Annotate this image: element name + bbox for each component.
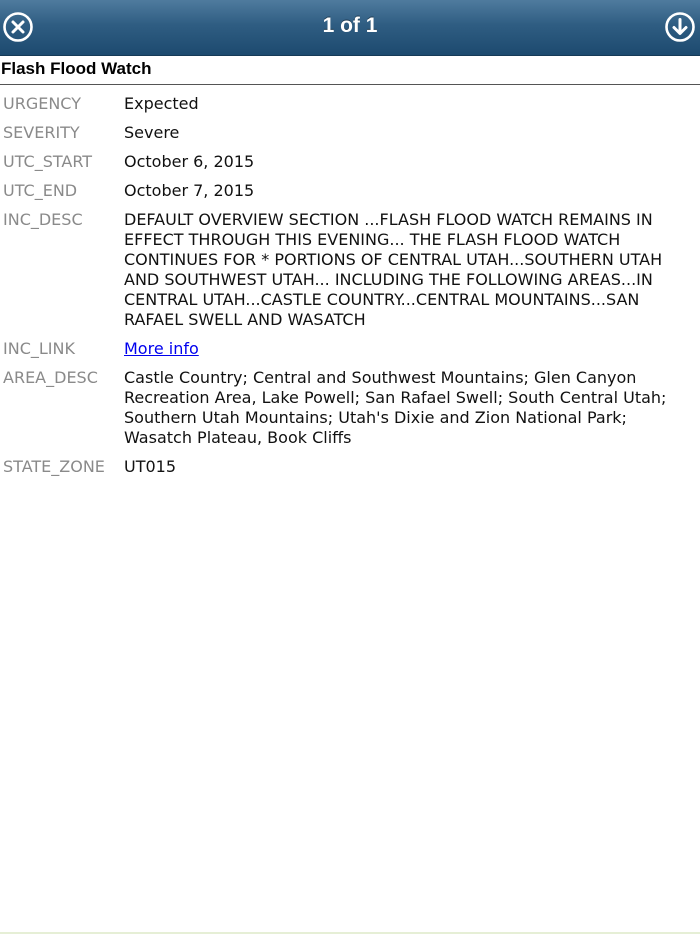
- more-info-link[interactable]: More info: [124, 339, 199, 358]
- attribute-row-area-desc: [0, 368, 700, 448]
- attribute-value: Severe: [124, 123, 180, 142]
- attribute-value: October 6, 2015: [124, 152, 255, 171]
- arrow-down-circle-icon: [664, 11, 696, 43]
- feature-title: Flash Flood Watch: [1, 59, 152, 78]
- attribute-row-state-zone: [0, 457, 700, 477]
- attribute-value: Expected: [124, 94, 199, 113]
- feature-title-bar: [0, 56, 700, 85]
- attribute-key: AREA_DESC: [3, 368, 98, 387]
- attribute-key: INC_DESC: [3, 210, 83, 229]
- attribute-row-inc-desc: [0, 210, 700, 330]
- attribute-row-urgency: [0, 94, 700, 114]
- attribute-value: UT015: [124, 457, 177, 476]
- next-button[interactable]: [664, 11, 696, 43]
- attribute-key: UTC_START: [3, 152, 93, 171]
- attribute-key: UTC_END: [3, 181, 78, 200]
- attribute-key: URGENCY: [3, 94, 81, 113]
- attribute-row-inc-link: [0, 339, 700, 359]
- attribute-value: [121, 339, 687, 359]
- attribute-row-utc-end: [0, 181, 700, 201]
- attribute-value: Castle Country; Central and Southwest Mountains; Glen Canyon Recreation Area, Lake Powell; San Rafael Swell; South Central Utah; Southern Utah Mountains; Utah's Dixie and Zion National Park; Wasatch Plateau, Book Cliffs: [124, 368, 667, 447]
- attribute-row-utc-start: [0, 152, 700, 172]
- pager-label: 1 of 1: [322, 14, 378, 37]
- attribute-table: [0, 94, 700, 486]
- attribute-value: DEFAULT OVERVIEW SECTION ...FLASH FLOOD WATCH REMAINS IN EFFECT THROUGH THIS EVENING... THE FLASH FLOOD WATCH CONTINUES FOR * PORTIONS OF CENTRAL UTAH...SOUTHERN UTAH AND SOUTHWEST UTAH... INCLUDING THE FOLLOWING AREAS...IN CENTRAL UTAH...CASTLE COUNTRY...CENTRAL MOUNTAINS...SAN RAFAEL SWELL AND WASATCH: [124, 210, 663, 329]
- attribute-value: October 7, 2015: [124, 181, 255, 200]
- popup-header: [0, 0, 700, 56]
- attribute-row-severity: [0, 123, 700, 143]
- attribute-key: SEVERITY: [3, 123, 80, 142]
- attribute-key: STATE_ZONE: [3, 457, 105, 476]
- attribute-key: INC_LINK: [3, 339, 75, 358]
